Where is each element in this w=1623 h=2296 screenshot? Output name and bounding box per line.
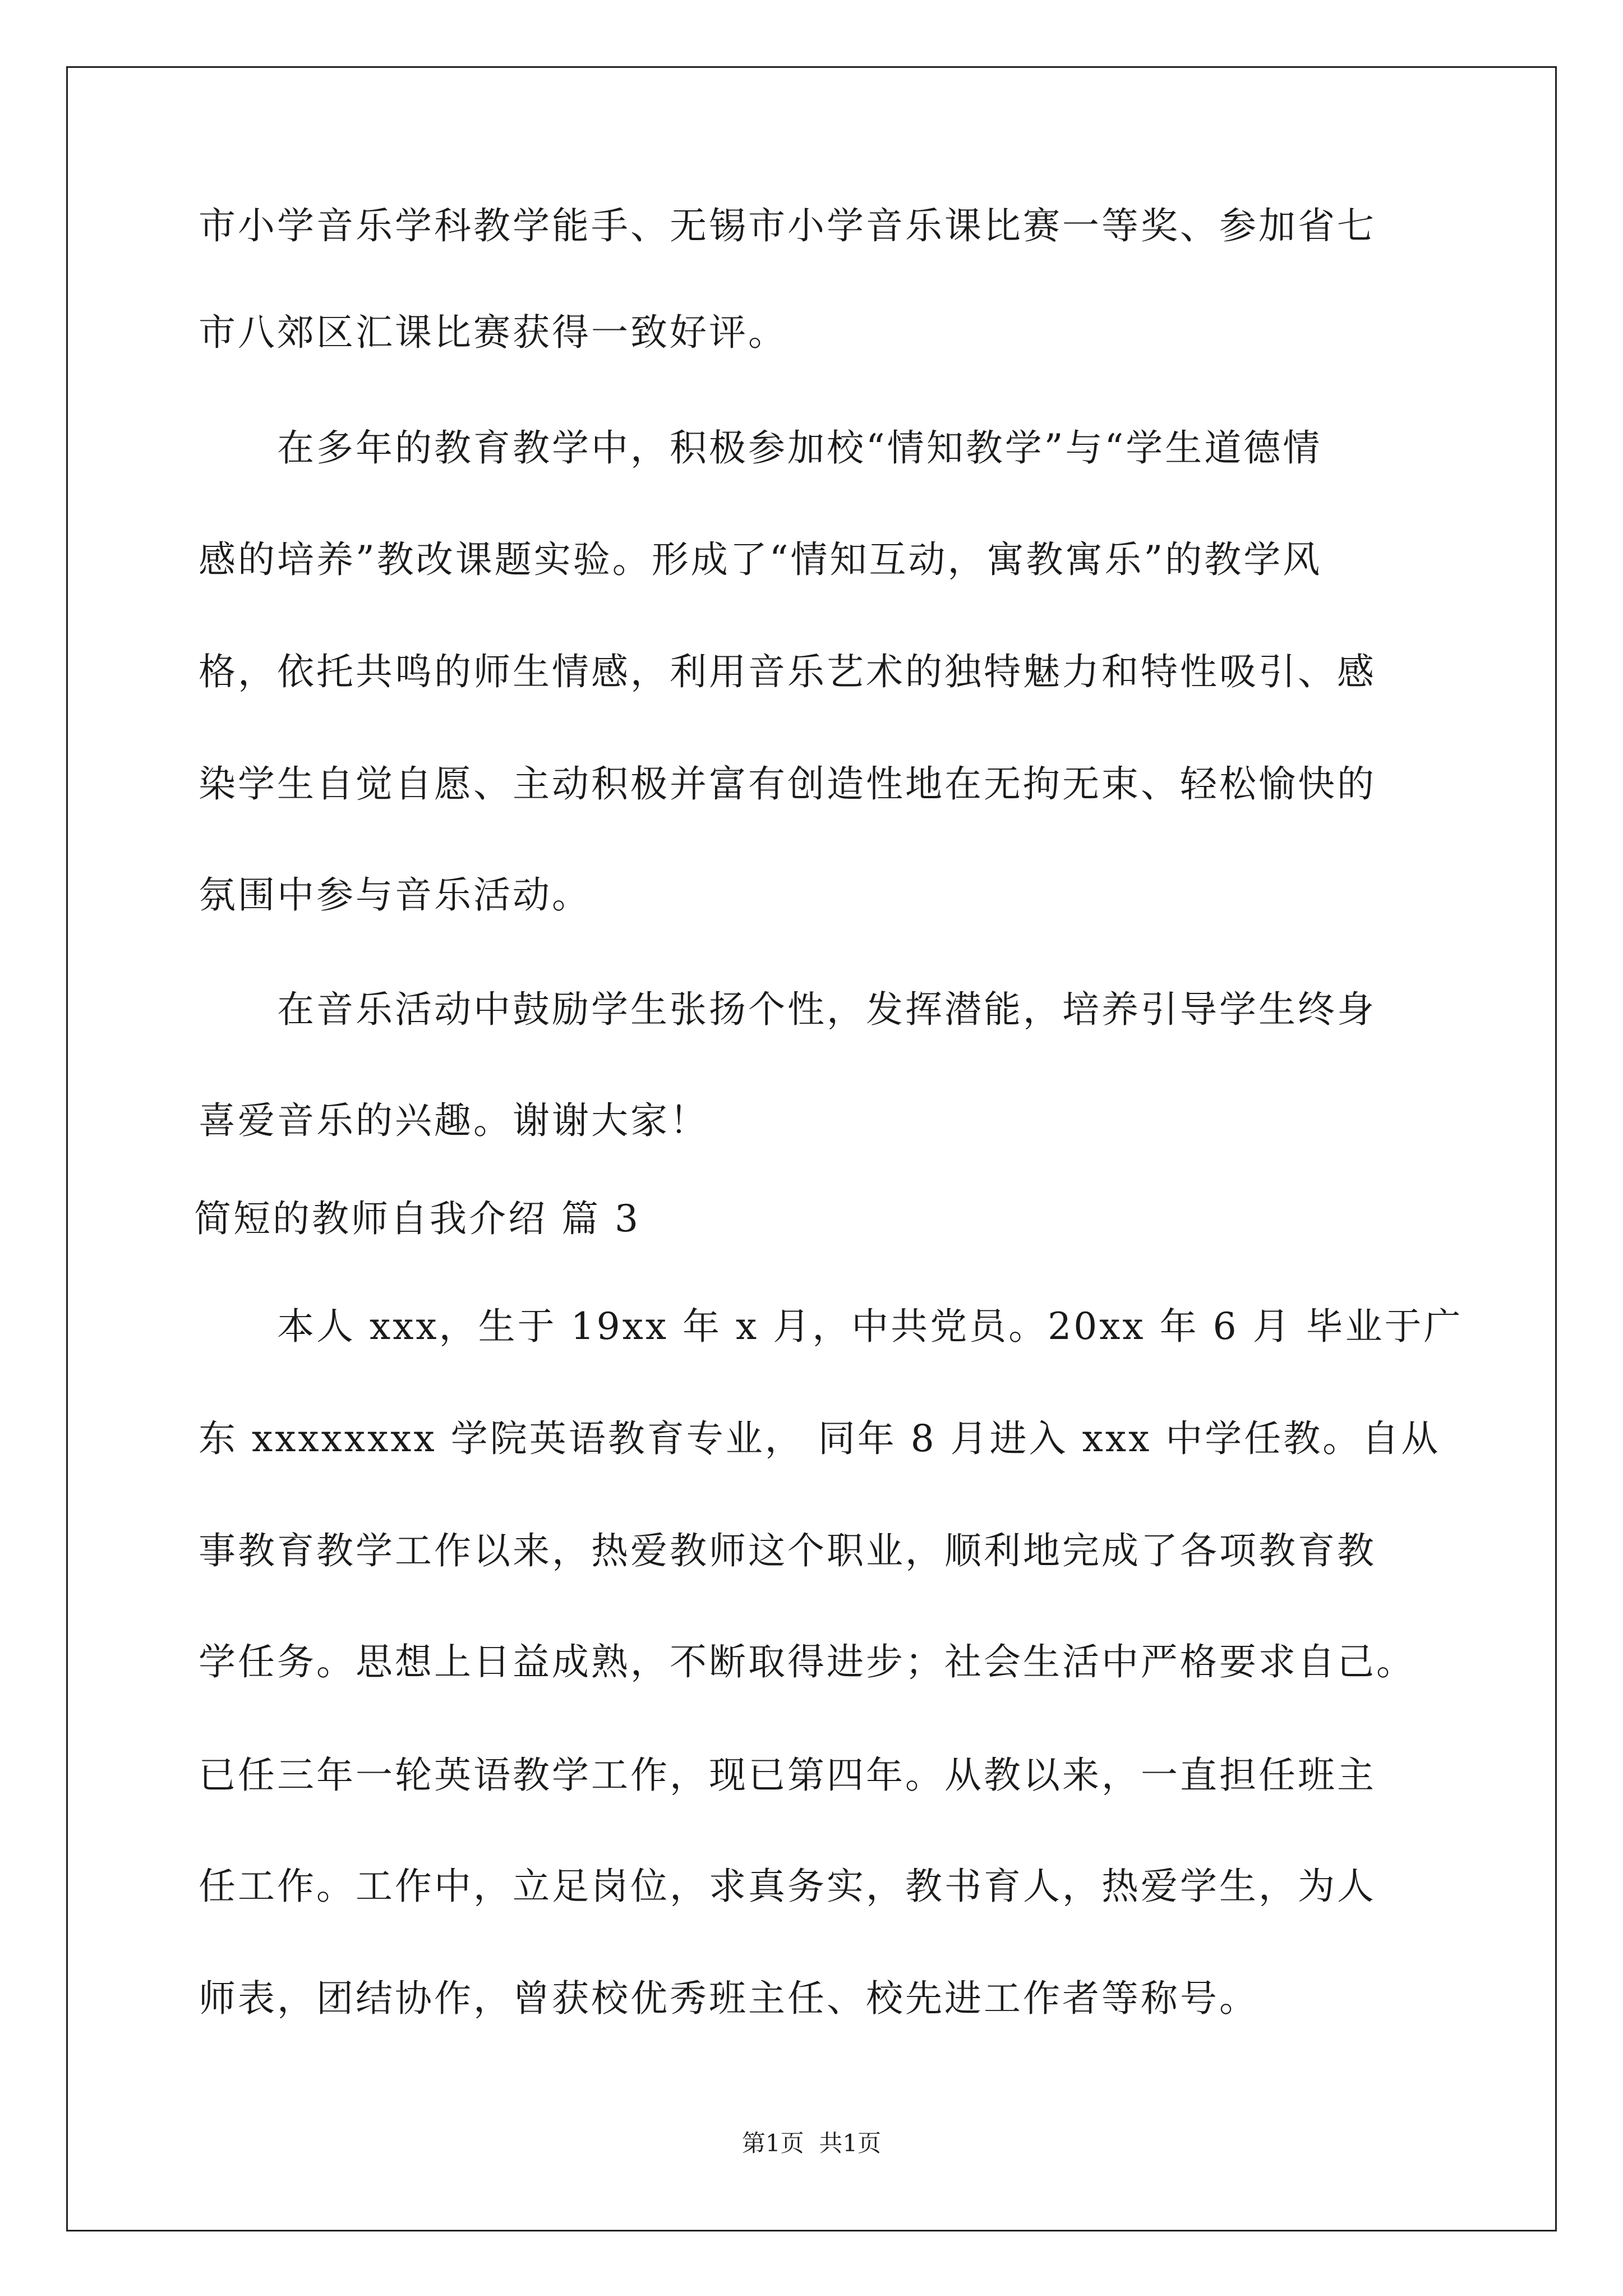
text-line: 感的培养”教改课题实验。形成了“情知互动，寓教寓乐”的教学风 [199, 538, 1322, 581]
text-line: 喜爱音乐的兴趣。谢谢大家！ [199, 1099, 709, 1142]
text-line: 格，依托共鸣的师生情感，利用音乐艺术的独特魅力和特性吸引、感 [199, 650, 1376, 693]
text-line: 染学生自觉自愿、主动积极并富有创造性地在无拘无束、轻松愉快的 [199, 762, 1376, 806]
text-line: 任工作。工作中，立足岗位，求真务实，教书育人，热爱学生，为人 [199, 1865, 1376, 1908]
text-line: 东 xxxxxxxx 学院英语教育专业， 同年 8 月进入 xxx 中学任教。自从 [199, 1417, 1441, 1460]
text-line: 氛围中参与音乐活动。 [199, 873, 591, 917]
text-line: 师表，团结协作，曾获校优秀班主任、校先进工作者等称号。 [199, 1977, 1258, 2020]
text-line: 市小学音乐学科教学能手、无锡市小学音乐课比赛一等奖、参加省七 [199, 204, 1376, 247]
text-line: 市八郊区汇课比赛获得一致好评。 [199, 311, 787, 354]
text-line: 已任三年一轮英语教学工作，现已第四年。从教以来，一直担任班主 [199, 1754, 1376, 1797]
text-line: 事教育教学工作以来，热爱教师这个职业，顺利地完成了各项教育教 [199, 1529, 1376, 1572]
text-line: 在多年的教育教学中，积极参加校“情知教学”与“学生道德情 [199, 426, 1322, 470]
section-heading: 简短的教师自我介绍 篇 3 [194, 1197, 640, 1240]
text-line: 在音乐活动中鼓励学生张扬个性，发挥潜能，培养引导学生终身 [199, 988, 1376, 1031]
page-footer: 第1页 共1页 [741, 2129, 882, 2157]
text-line: 学任务。思想上日益成熟，不断取得进步；社会生活中严格要求自己。 [199, 1640, 1415, 1683]
text-line: 本人 xxx，生于 19xx 年 x 月，中共党员。20xx 年 6 月 毕业于广 [199, 1305, 1463, 1348]
